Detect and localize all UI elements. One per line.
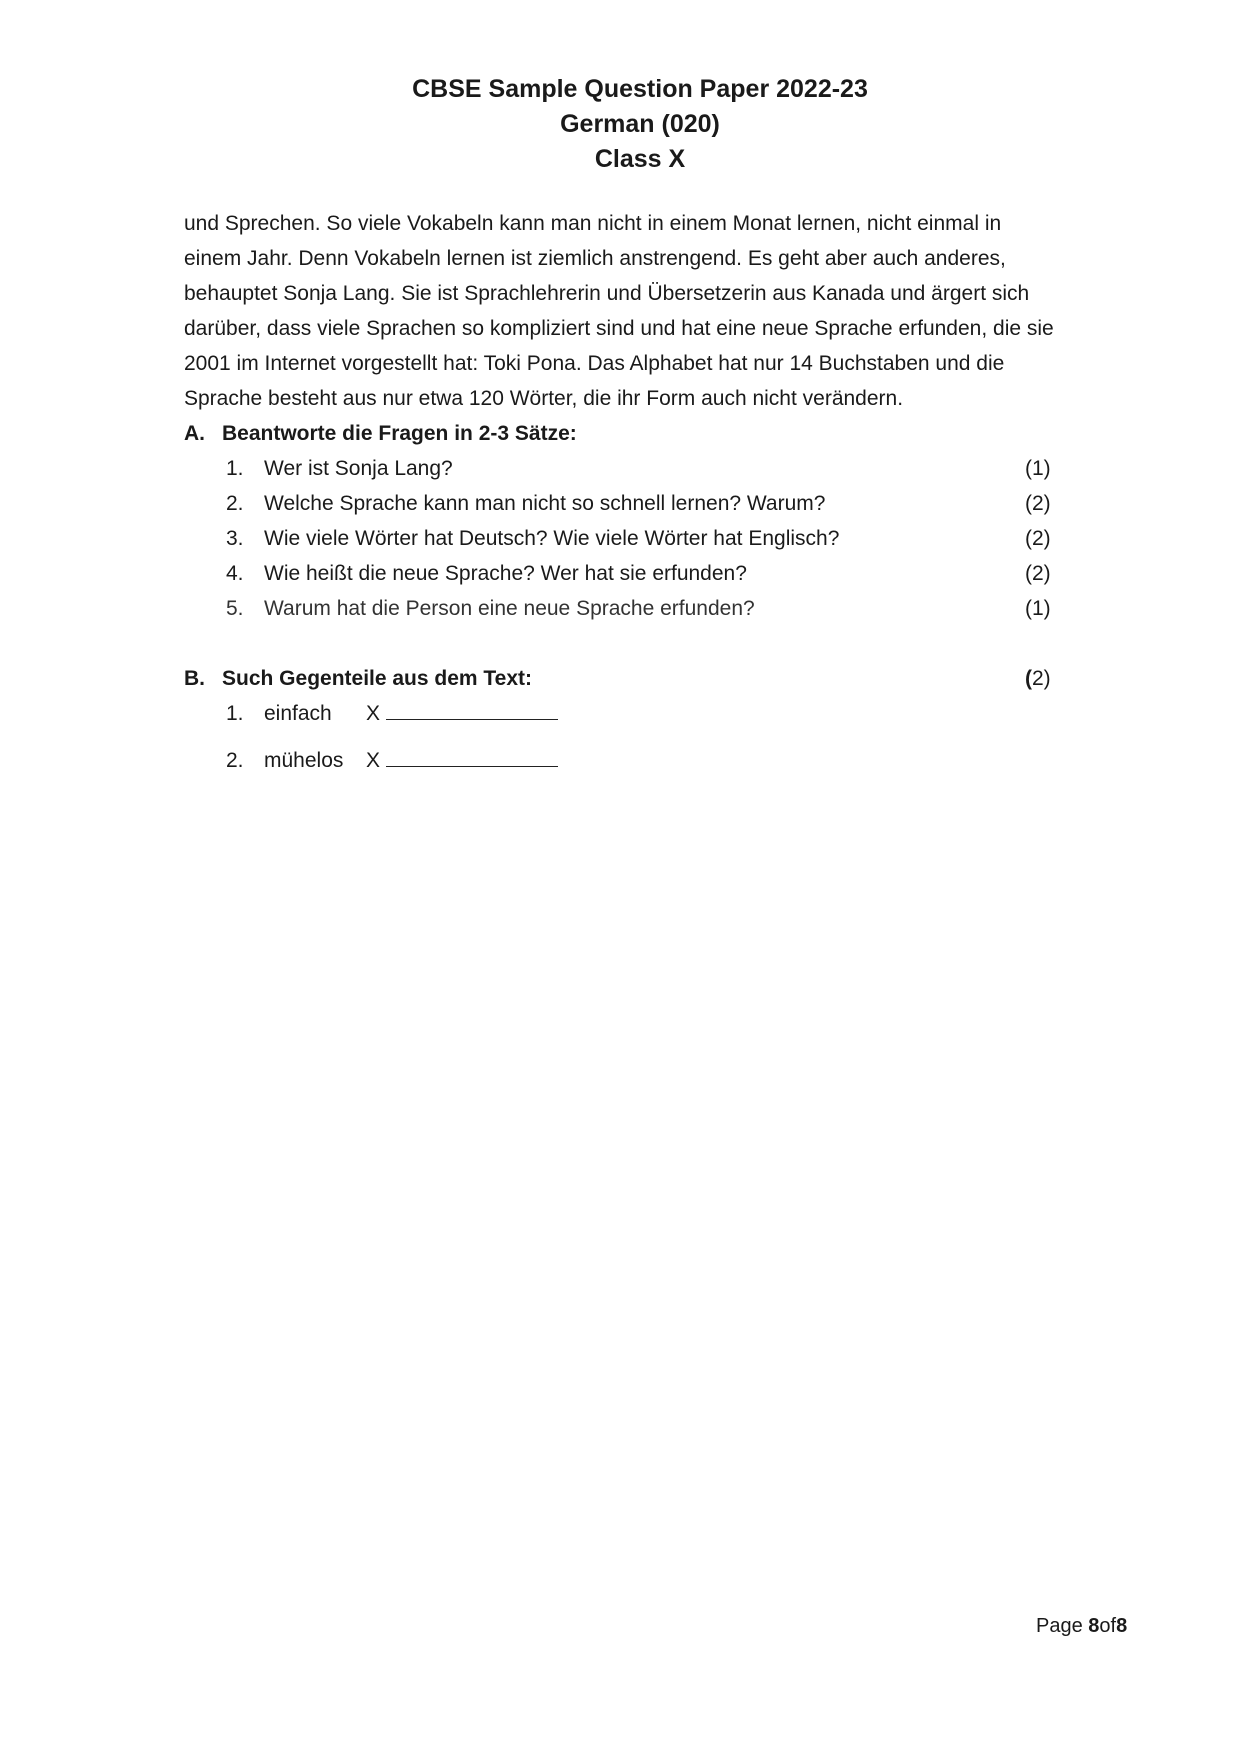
section-b-heading <box>184 661 532 696</box>
question-marks: (1) <box>1025 457 1051 480</box>
page-current: 8 <box>1088 1615 1100 1637</box>
paper-header <box>0 72 1241 177</box>
marks-open-paren: ( <box>1025 667 1032 690</box>
section-a-heading <box>184 416 577 451</box>
page-number <box>1036 1612 1127 1640</box>
paper-class: Class X <box>594 145 686 173</box>
question-item <box>226 451 453 486</box>
question-marks: (2) <box>1025 562 1051 585</box>
paper-title: CBSE Sample Question Paper 2022-23 <box>412 75 868 103</box>
question-number: 1. <box>226 457 244 480</box>
question-text: Welche Sprache kann man nicht so schnell lernen? Warum? <box>264 492 826 515</box>
item-number: 1. <box>226 702 244 725</box>
question-text: Warum hat die Person eine neue Sprache erfunden? <box>264 597 755 620</box>
question-marks: (2) <box>1025 527 1051 550</box>
item-x-marker: X <box>366 749 381 772</box>
passage-line: und Sprechen. So viele Vokabeln kann man nicht in einem Monat lernen, nicht einmal in <box>184 212 1002 235</box>
answer-blank <box>386 744 558 767</box>
question-text: Wer ist Sonja Lang? <box>264 457 453 480</box>
passage-line: Sprache besteht aus nur etwa 120 Wörter, die ihr Form auch nicht verändern. <box>184 387 904 410</box>
question-text: Wie heißt die neue Sprache? Wer hat sie erfunden? <box>264 562 747 585</box>
opposite-item <box>226 696 558 731</box>
opposite-item <box>226 743 558 778</box>
passage-line: behauptet Sonja Lang. Sie ist Sprachlehrerin und Übersetzerin aus Kanada und ärgert sich <box>184 282 1030 305</box>
page-of: of <box>1099 1615 1117 1637</box>
question-marks: (1) <box>1025 597 1051 620</box>
question-number: 3. <box>226 527 244 550</box>
item-word: mühelos <box>264 749 344 772</box>
section-b-marks <box>1025 661 1051 696</box>
item-word: einfach <box>264 702 332 725</box>
passage-line: 2001 im Internet vorgestellt hat: Toki Pona. Das Alphabet hat nur 14 Buchstaben und die <box>184 352 1005 375</box>
question-number: 4. <box>226 562 244 585</box>
question-number: 5. <box>226 597 244 620</box>
page-total: 8 <box>1116 1615 1128 1637</box>
paper-subject: German (020) <box>560 110 720 138</box>
marks-value: 2) <box>1032 667 1051 690</box>
section-b-title: Such Gegenteile aus dem Text: <box>222 667 533 690</box>
question-item <box>226 521 839 556</box>
passage-line: einem Jahr. Denn Vokabeln lernen ist ziemlich anstrengend. Es geht aber auch anderes, <box>184 247 1006 270</box>
passage-line: darüber, dass viele Sprachen so kompliziert sind und hat eine neue Sprache erfunden, die sie <box>184 317 1054 340</box>
reading-passage <box>184 206 1144 416</box>
page-label: Page <box>1036 1615 1089 1637</box>
question-text: Wie viele Wörter hat Deutsch? Wie viele Wörter hat Englisch? <box>264 527 840 550</box>
question-number: 2. <box>226 492 244 515</box>
section-a-title: Beantworte die Fragen in 2-3 Sätze: <box>222 422 577 445</box>
question-item <box>226 486 825 521</box>
item-number: 2. <box>226 749 244 772</box>
question-item <box>226 556 747 591</box>
question-marks: (2) <box>1025 492 1051 515</box>
question-item <box>226 591 755 626</box>
answer-blank <box>386 697 558 720</box>
item-x-marker: X <box>366 702 381 725</box>
section-b-letter: B. <box>184 667 205 690</box>
section-a-letter: A. <box>184 422 205 445</box>
